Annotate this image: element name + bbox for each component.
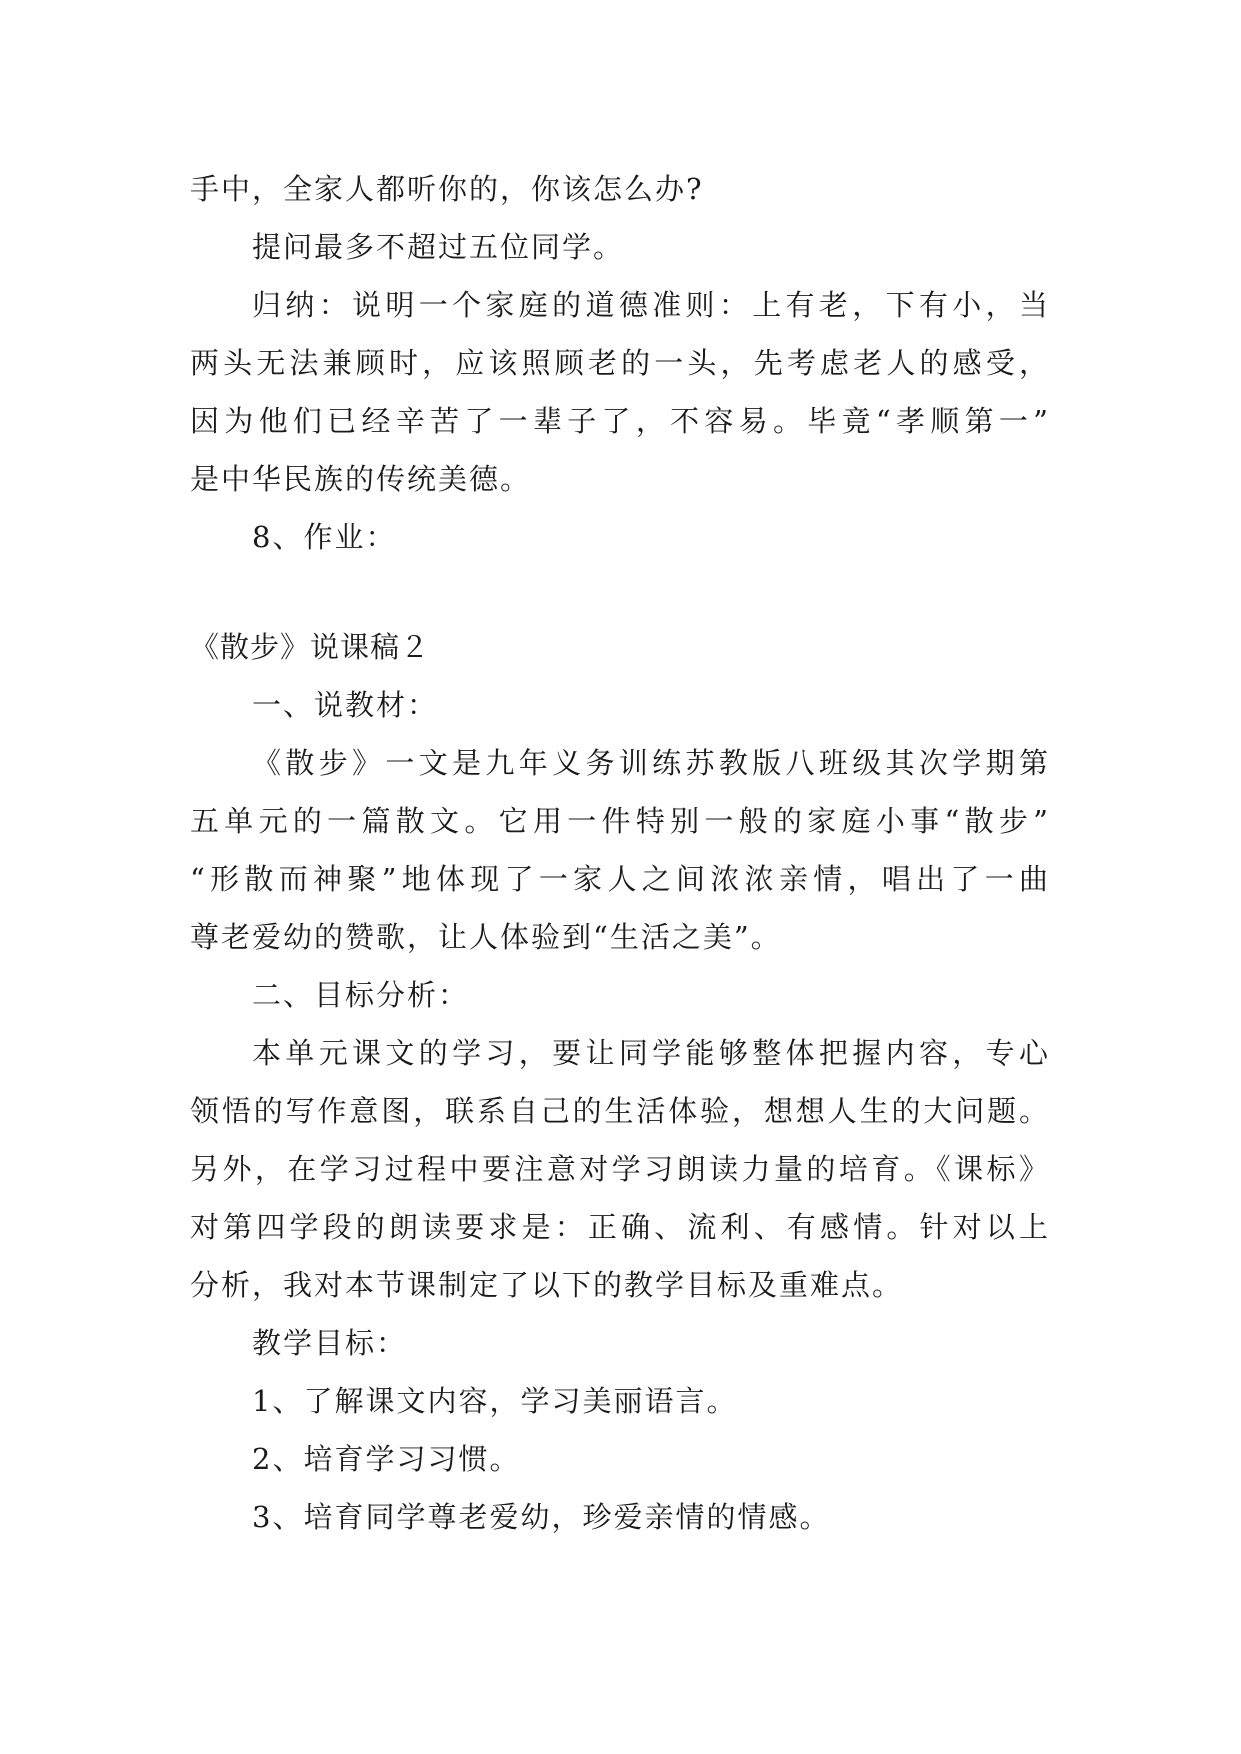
heading: 二、目标分析： — [252, 978, 470, 1012]
document-body — [190, 160, 1050, 1546]
paragraph-line: 领悟的写作意图，联系自己的生活体验，想想人生的大问题。 — [190, 1094, 1050, 1128]
paragraph-line: 归纳：说明一个家庭的道德准则：上有老，下有小，当 — [252, 288, 1050, 322]
paragraph-line: 本单元课文的学习，要让同学能够整体把握内容，专心 — [252, 1036, 1050, 1070]
heading: 教学目标： — [252, 1326, 408, 1360]
paragraph-line: 8、作业： — [252, 520, 397, 554]
paragraph-line: 手中，全家人都听你的，你该怎么办? — [190, 172, 704, 206]
paragraph-line: 五单元的一篇散文。它用一件特别一般的家庭小事“散步” — [190, 804, 1050, 838]
heading: 一、说教材： — [252, 688, 439, 722]
list-item: 2、培育学习习惯。 — [252, 1442, 521, 1476]
paragraph-line: “形散而神聚”地体现了一家人之间浓浓亲情，唱出了一曲 — [190, 862, 1050, 896]
paragraph-line: 是中华民族的传统美德。 — [190, 462, 532, 496]
paragraph-line: 对第四学段的朗读要求是：正确、流利、有感情。针对以上 — [190, 1210, 1050, 1244]
list-item: 1、了解课文内容，学习美丽语言。 — [252, 1384, 738, 1418]
list-item: 3、培育同学尊老爱幼，珍爱亲情的情感。 — [252, 1500, 831, 1534]
paragraph-line: 提问最多不超过五位同学。 — [252, 230, 625, 264]
paragraph-line: 两头无法兼顾时，应该照顾老的一头，先考虑老人的感受， — [190, 346, 1050, 380]
section-spacer — [190, 566, 1050, 618]
section-title: 《散步》说课稿２ — [190, 630, 431, 664]
paragraph-line: 另外，在学习过程中要注意对学习朗读力量的培育。《课标》 — [190, 1152, 1050, 1186]
paragraph-line: 《散步》一文是九年义务训练苏教版八班级其次学期第 — [252, 746, 1050, 780]
paragraph-line: 尊老爱幼的赞歌，让人体验到“生活之美”。 — [190, 920, 782, 954]
paragraph-line: 因为他们已经辛苦了一辈子了，不容易。毕竟“孝顺第一” — [190, 404, 1050, 438]
paragraph-line: 分析，我对本节课制定了以下的教学目标及重难点。 — [190, 1268, 904, 1302]
